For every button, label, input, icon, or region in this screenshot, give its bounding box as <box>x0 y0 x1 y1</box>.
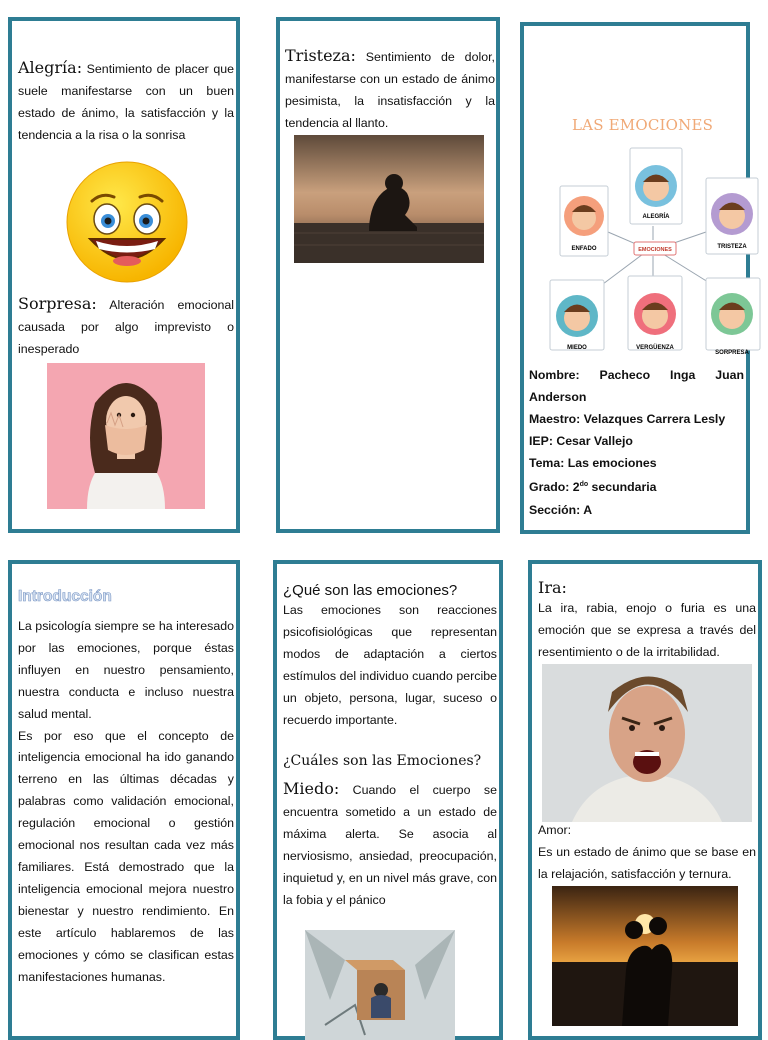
info-maestro: Maestro: Velazques Carrera Lesly <box>529 412 726 427</box>
miedo-term: Miedo: <box>283 779 340 798</box>
couple-sunset-photo <box>552 886 738 1026</box>
ira-text: La ira, rabia, enojo o furia es una emoción que se expresa a través del resentimiento o de la irritabilidad. <box>538 601 756 659</box>
info-nombre: Nombre: Pacheco Inga Juan Anderson <box>529 368 744 405</box>
tristeza-text: Sentimiento de dolor, manifestarse con un estado de ánimo pesimista, la insatisfacción y la tendencia al llanto. <box>285 50 495 130</box>
miedo-text: Cuando el cuerpo se encuentra sometido a un estado de máxima alerta. Se asocia al nerviosismo, ansiedad, preocupación, inquietud y, en un nivel más grave, con la fobia y el pánico <box>283 783 497 907</box>
info-iep: IEP: Cesar Vallejo <box>529 434 633 449</box>
alegria-paragraph <box>18 57 234 147</box>
node-sorpresa-label: SORPRESA <box>715 350 749 356</box>
fear-illustration-photo <box>305 930 455 1040</box>
intro-paragraph-1: La psicología siempre se ha interesado por las emociones, porque éstas influyen en nuestro pensamiento, nuestra conducta e incluso nuestra salud mental. <box>18 619 234 721</box>
node-enfado-label: ENFADO <box>571 246 597 252</box>
node-enfado <box>560 186 608 256</box>
alegria-text: Sentimiento de placer que suele manifestarse con un buen estado de ánimo, la satisfacción y la tendencia a la risa o la sonrisa <box>18 62 234 142</box>
sorpresa-paragraph <box>18 293 234 361</box>
sorpresa-text: Alteración emocional causada por algo imprevisto o inesperado <box>18 298 234 356</box>
angry-man-photo <box>542 664 752 822</box>
node-tristeza <box>706 178 758 254</box>
miedo-paragraph <box>283 778 497 911</box>
panel-alegria-sorpresa <box>8 17 240 533</box>
intro-body <box>18 616 234 988</box>
surprised-woman-photo <box>47 363 205 509</box>
que-son-title: ¿Qué son las emociones? <box>283 582 458 599</box>
node-alegria <box>630 148 682 224</box>
node-alegria-label: ALEGRÍA <box>642 214 670 220</box>
alegria-term: Alegría: <box>18 58 83 77</box>
panel-introduccion <box>8 560 240 1040</box>
amor-text: Es un estado de ánimo que se base en la relajación, satisfacción y ternura. <box>538 844 756 881</box>
node-tristeza-label: TRISTEZA <box>717 244 747 250</box>
info-seccion: Sección: A <box>529 502 593 517</box>
que-son-text: Las emociones son reacciones psicofisiológicas que representan modos de adaptación a ciertos estímulos del individuo cuando percibe un objeto, persona, lugar, suceso o recuerdo importante. <box>283 603 497 727</box>
node-verguenza <box>628 276 682 351</box>
tristeza-paragraph <box>285 45 495 135</box>
smiley-emoji-image <box>62 157 192 287</box>
intro-paragraph-2: Es por eso que el concepto de inteligencia emocional ha ido ganando terreno en las últimas décadas y palabras como validación emocional, regulación emocional o gestión emocional nos resultan cada vez más familiares. Está demostrado que la inteligencia emocional mejora nuestro bienestar y nuestro rendimiento. En este artículo hablaremos de las emociones y cómo se clasifican estas manifestaciones humanas. <box>18 728 234 984</box>
tristeza-term: Tristeza: <box>285 46 356 65</box>
info-grado-prefix: Grado: 2 <box>529 480 580 495</box>
emotions-mindmap-diagram <box>548 146 758 356</box>
panel-portada <box>520 22 750 534</box>
cover-title: LAS EMOCIONES <box>572 116 714 134</box>
node-center <box>634 242 676 255</box>
panel-tristeza <box>276 17 500 533</box>
info-grado-suffix: secundaria <box>588 480 657 495</box>
info-grado <box>529 474 744 498</box>
info-tema: Tema: Las emociones <box>529 456 657 471</box>
student-info <box>529 364 744 521</box>
node-miedo <box>550 280 604 351</box>
ira-paragraph <box>538 578 756 664</box>
panel-que-son <box>273 560 503 1040</box>
panel-ira-amor <box>528 560 762 1040</box>
cuales-son-title: ¿Cuáles son las Emociones? <box>283 753 482 769</box>
info-grado-sup: do <box>579 481 589 489</box>
sad-person-photo <box>294 135 484 263</box>
amor-term: Amor: <box>538 823 572 837</box>
amor-paragraph <box>538 820 756 886</box>
node-miedo-label: MIEDO <box>567 345 587 351</box>
node-sorpresa <box>706 278 760 356</box>
node-center-label: EMOCIONES <box>638 247 672 253</box>
node-verguenza-label: VERGÜENZA <box>636 345 674 351</box>
ira-term: Ira: <box>538 578 567 597</box>
intro-title: Introducción <box>18 588 112 605</box>
sorpresa-term: Sorpresa: <box>18 294 97 313</box>
